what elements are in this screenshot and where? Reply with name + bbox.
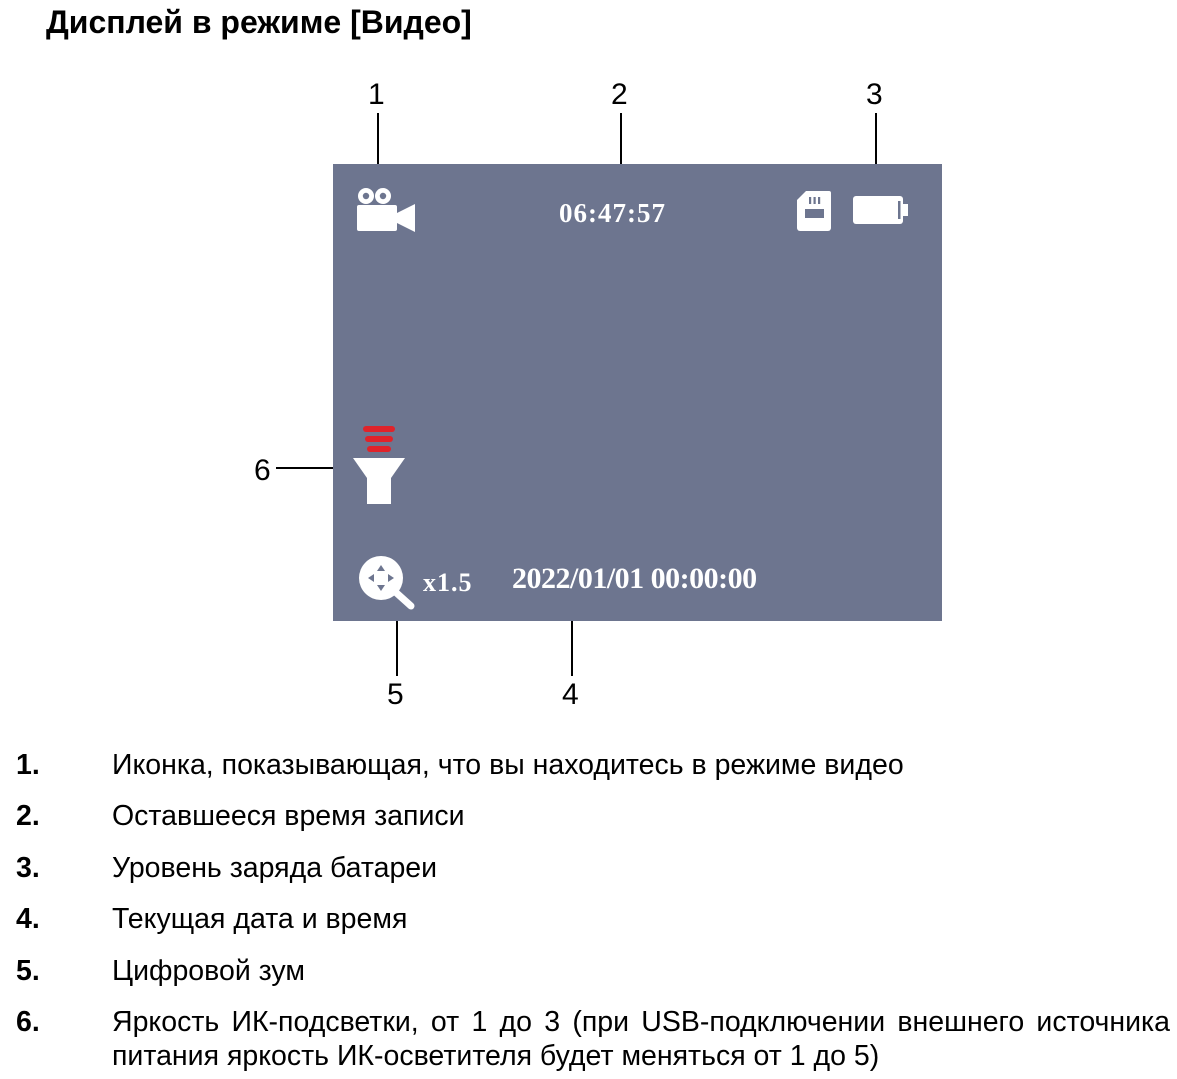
legend-text: Текущая дата и время	[112, 903, 408, 935]
legend-text: Иконка, показывающая, что вы находитесь в режиме видео	[112, 749, 904, 781]
leader-line-2	[620, 113, 622, 165]
video-camera-icon	[355, 186, 419, 234]
zoom-icon	[357, 554, 417, 612]
callout-6: 6	[254, 454, 271, 487]
ir-light-icon	[351, 422, 407, 506]
leader-line-5	[396, 621, 398, 676]
ir-level-bar	[365, 436, 393, 442]
callout-2: 2	[611, 78, 628, 111]
remaining-time: 06:47:57	[559, 198, 666, 228]
camera-screen	[333, 164, 942, 621]
leader-line-6	[276, 467, 334, 469]
leader-line-4	[571, 621, 573, 676]
ir-level-bar	[367, 446, 391, 452]
callout-1: 1	[368, 78, 385, 111]
callout-4: 4	[562, 678, 579, 711]
legend-number: 4.	[16, 903, 40, 935]
leader-line-1	[377, 113, 379, 165]
sd-card-icon	[796, 190, 832, 232]
legend-number: 5.	[16, 955, 40, 987]
leader-line-3	[875, 113, 877, 165]
callout-3: 3	[866, 78, 883, 111]
callout-5: 5	[387, 678, 404, 711]
zoom-value: x1.5	[423, 568, 473, 597]
legend-number: 1.	[16, 749, 40, 781]
legend-text: Оставшееся время записи	[112, 800, 465, 832]
legend-number: 3.	[16, 852, 40, 884]
battery-icon	[852, 195, 910, 225]
ir-level-bar	[363, 426, 395, 432]
legend-number: 2.	[16, 800, 40, 832]
legend-text: Яркость ИК-подсветки, от 1 до 3 (при USB-подключении внешнего источника питания яркость ИК-осветителя будет меняться от 1 до 5)	[112, 1006, 1170, 1072]
legend-number: 6.	[16, 1006, 40, 1038]
legend-text: Цифровой зум	[112, 955, 305, 987]
legend-text: Уровень заряда батареи	[112, 852, 438, 884]
page-title: Дисплей в режиме [Видео]	[46, 4, 472, 40]
current-datetime: 2022/01/01 00:00:00	[512, 562, 757, 595]
